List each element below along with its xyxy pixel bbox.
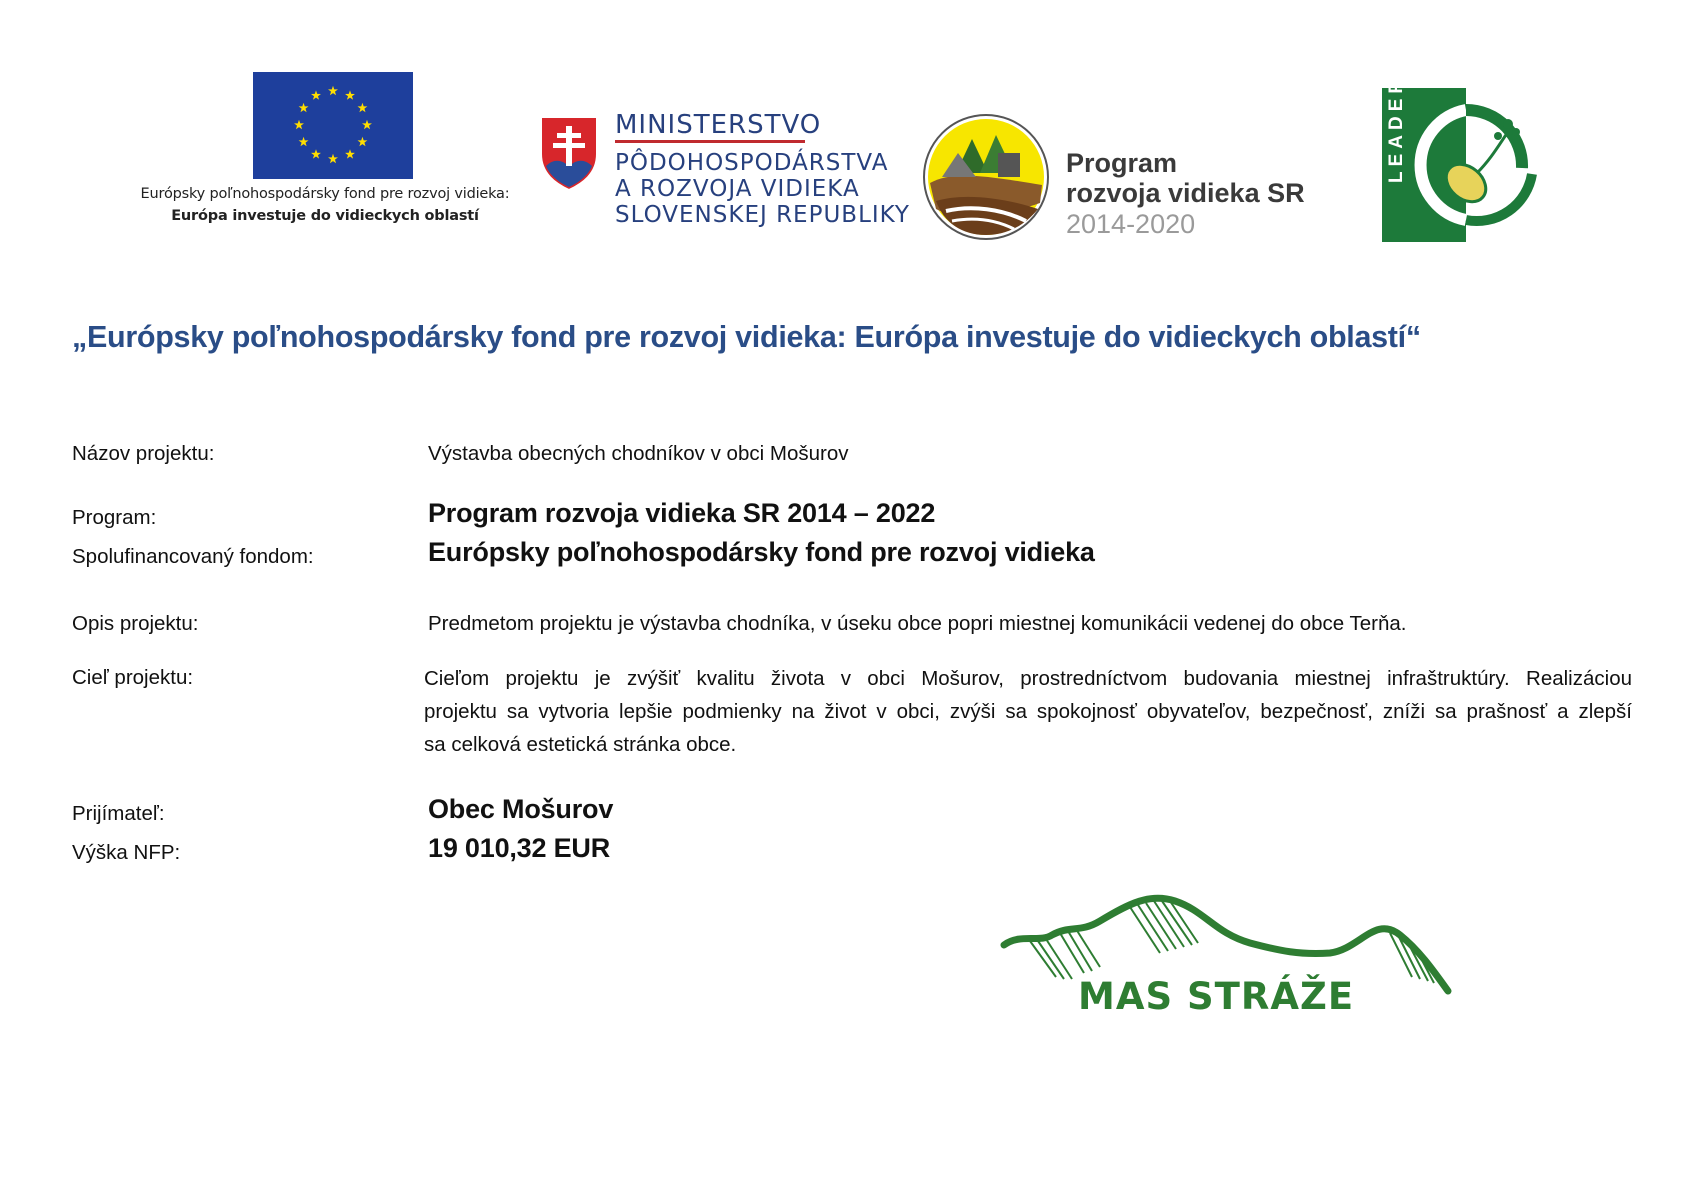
value-recipient: Obec Mošurov bbox=[428, 794, 614, 824]
eu-star-icon bbox=[299, 137, 309, 146]
prv-title-line1: Program bbox=[1066, 148, 1178, 178]
ministry-divider bbox=[615, 140, 805, 143]
label-project-name: Názov projektu: bbox=[72, 442, 215, 465]
value-program: Program rozvoja vidieka SR 2014 – 2022 bbox=[428, 498, 936, 528]
ministry-name-line4: SLOVENSKEJ REPUBLIKY bbox=[615, 202, 910, 228]
value-goal bbox=[424, 662, 1632, 761]
eu-star-icon bbox=[311, 90, 321, 99]
prv-title-line2: rozvoja vidieka SR bbox=[1066, 178, 1305, 208]
eu-star-icon bbox=[362, 120, 372, 129]
eu-caption-line2: Európa investuje do vidieckych oblastí bbox=[171, 208, 479, 224]
eu-star-icon bbox=[345, 149, 355, 158]
eu-star-icon bbox=[345, 90, 355, 99]
value-amount: 19 010,32 EUR bbox=[428, 833, 611, 863]
eu-star-icon bbox=[311, 149, 321, 158]
leader-logo bbox=[1382, 88, 1550, 242]
prv-years: 2014-2020 bbox=[1066, 209, 1196, 239]
value-cofinanced: Európsky poľnohospodársky fond pre rozvoj vidieka bbox=[428, 537, 1095, 567]
goal-line: Cieľom projektu je zvýšiť kvalitu života v obci Mošurov, prostredníctvom budovania miestnej infraštruktúry. Realizáciou bbox=[424, 667, 1632, 690]
eu-star-icon bbox=[328, 86, 338, 95]
prv-emblem-icon bbox=[922, 113, 1050, 241]
label-goal: Cieľ projektu: bbox=[72, 666, 194, 689]
value-project-name: Výstavba obecných chodníkov v obci Mošurov bbox=[428, 442, 849, 465]
ministry-name-line1: MINISTERSTVO bbox=[615, 110, 822, 140]
eu-star-icon bbox=[358, 137, 368, 146]
label-program: Program: bbox=[72, 506, 157, 529]
page-title: „Európsky poľnohospodársky fond pre rozvoj vidieka: Európa investuje do vidieckych oblastí“ bbox=[72, 320, 1421, 354]
mas-wordmark: MAS STRÁŽE bbox=[1078, 975, 1355, 1018]
slovak-coat-of-arms-icon bbox=[538, 114, 600, 192]
label-amount: Výška NFP: bbox=[72, 841, 181, 864]
eu-star-icon bbox=[294, 120, 304, 129]
value-description: Predmetom projektu je výstavba chodníka, v úseku obce popri miestnej komunikácii vedenej do obce Terňa. bbox=[428, 612, 1407, 635]
goal-line: projektu sa vytvoria lepšie podmienky na život v obci, zvýši sa spokojnosť obyvateľov, bezpečnosť, zníži sa prašnosť a zlepší bbox=[424, 700, 1632, 723]
eu-star-icon bbox=[328, 154, 338, 163]
label-recipient: Prijímateľ: bbox=[72, 802, 165, 825]
label-description: Opis projektu: bbox=[72, 612, 199, 635]
ministry-name-line3: A ROZVOJA VIDIEKA bbox=[615, 176, 860, 202]
goal-line: sa celková estetická stránka obce. bbox=[424, 733, 737, 756]
eu-star-icon bbox=[358, 103, 368, 112]
eu-flag-logo bbox=[253, 72, 413, 179]
eu-caption-line1: Európsky poľnohospodársky fond pre rozvoj vidieka: bbox=[140, 186, 510, 202]
eu-star-icon bbox=[299, 103, 309, 112]
leader-wordmark bbox=[1387, 141, 1407, 183]
ministry-name-line2: PÔDOHOSPODÁRSTVA bbox=[615, 150, 889, 176]
eu-stars-icon bbox=[253, 72, 413, 179]
label-cofinanced: Spolufinancovaný fondom: bbox=[72, 545, 314, 568]
